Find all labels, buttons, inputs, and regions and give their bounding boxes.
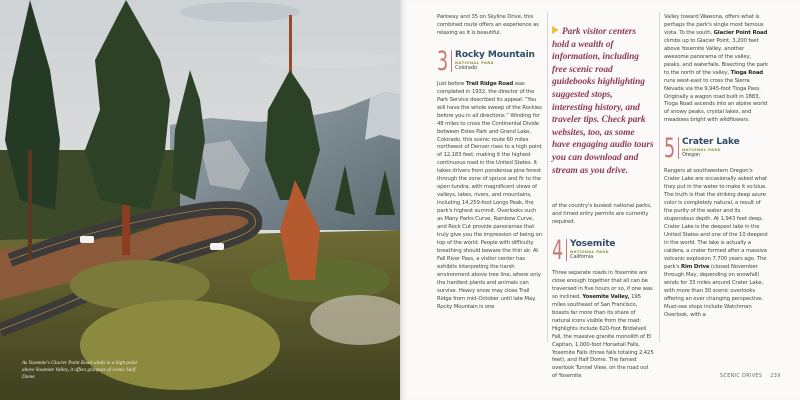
car-2 bbox=[210, 243, 224, 250]
section-rocky-mountain-heading bbox=[437, 45, 542, 77]
yosemite-body: Three separate roads in Yosemite are close enough together that all can be traversed in five hours or so, if one was so inclined. Yosemite Valley, 195 miles southeast of San Francisco, boasts far more than its share of natural icons visible from the road: Highlights include 620-foot Bridalveil Fall, the massive granite monolith of El Capitan, 1,000-foot Horsetail Falls, Yosemite Falls (three falls totaling 2,425 feet), and Half Dome. The famed overlook Tunnel View, on the road out of Yosemite bbox=[552, 269, 654, 380]
column-divider bbox=[547, 12, 548, 342]
park-type: NATIONAL PARK bbox=[455, 59, 494, 65]
page-footer bbox=[720, 374, 781, 379]
park-name: Rocky Mountain bbox=[455, 49, 535, 60]
text-page bbox=[400, 0, 800, 400]
park-state: Colorado bbox=[455, 64, 477, 71]
running-section-title: SCENIC DRIVES bbox=[720, 374, 763, 379]
intro-paragraph: Parkway and 35 on Skyline Drive, this combined route offers an experience as relaxing as it is beautiful. bbox=[437, 14, 539, 36]
column-divider bbox=[659, 12, 660, 342]
crater-lake-body: Rangers at southwestern Oregon's Crater Lake are occasionally asked what they put in the water to make it so blue. The truth is that the striking deep azure color is completely natural, a result of the purity of the water and its stupendous depth. At 1,943 feet deep, Crater Lake is the deepest lake in the United States and one of the 10 deepest in the world. The lake is actually a caldera, a crater formed after a massive volcanic explosion 7,700 years ago. The park's Rim Drive (closed November through May, depending on snowfall) winds for 33 miles around Crater Lake, with more than 30 scenic overlooks offering an ever changing perspective. Must-see stops include Watchman Overlook, with a bbox=[664, 168, 768, 318]
page-number: 239 bbox=[770, 374, 781, 379]
park-type: NATIONAL PARK bbox=[682, 147, 721, 153]
rocky-mountain-body: Just before Trail Ridge Road was completed in 1932, the director of the Park Service described its appeal: “You will have the whole sweep of the Rockies before you in all directions.” Winding for 48 miles to cross the Continental Divide between Estes Park and Grand Lake, Colorado, this scenic route 60 miles northwest of Denver rises to a high point of 12,183 feet, making it the highest continuous road in the United States. It takes drivers from ponderosa pine forest through the zone of spruce and fir to the open tundra, with magnificent views of valleys, lakes, rivers, and mountains, including 14,259-foot Longs Peak, the park's highest summit. Overlooks such as Many Parks Curve, Rainbow Curve, and Rock Cut provide panoramas that truly give you the impression of being on top of the world. People with difficulty breathing should beware the thin air. At Fall River Pass, a visitor center has exhibits interpreting the harsh environment above tree line, where only the hardiest plants and animals can survive. Heavy snow may close Trail Ridge from mid-October until late May. Rocky Mountain is one bbox=[437, 80, 542, 310]
heading-divider bbox=[566, 239, 567, 261]
tip-callout: Park visitor centers hold a wealth of information, including free scenic road guidebooks highlighting suggested stops, interesting history, and traveler tips. Check park websites, too, as some have engaging audio tours you can download and stream as you drive. bbox=[552, 27, 654, 176]
heading-divider bbox=[451, 50, 452, 72]
text-column-1 bbox=[437, 14, 542, 312]
park-state: California bbox=[570, 253, 594, 260]
section-number: 5 bbox=[664, 133, 675, 165]
park-type: NATIONAL PARK bbox=[570, 248, 609, 254]
park-state: Oregon bbox=[682, 152, 701, 159]
section-yosemite-heading bbox=[552, 234, 654, 266]
section-number: 4 bbox=[552, 234, 563, 266]
photo-caption: As Yosemite's Glacier Point Road winds to a high point above Yosemite Valley, it offers glimpses of iconic Half Dome. bbox=[22, 360, 137, 380]
heading-divider bbox=[678, 137, 679, 159]
park-name: Yosemite bbox=[570, 238, 616, 249]
park-name: Crater Lake bbox=[682, 137, 740, 148]
continued-paragraph: of the country's busiest national parks, and timed entry permits are currently required. bbox=[552, 203, 652, 226]
section-number: 3 bbox=[437, 45, 448, 77]
text-column-2 bbox=[552, 0, 654, 381]
arrow-icon bbox=[552, 26, 559, 34]
section-crater-lake-heading bbox=[664, 133, 768, 165]
car-1 bbox=[80, 236, 94, 243]
text-column-3 bbox=[664, 14, 768, 319]
yosemite-continued: Valley toward Wawona, offers what is perhaps the park's single most famous vista. To the south, Glacier Point Road climbs up to Glacier Point, 3,200 feet above Yosemite Valley, another awesome panorama of the valley, peaks, and waterfalls. Bisecting the park to the north of the valley, Tioga Road runs west-east to cross the Sierra Nevada via the 9,945-foot Tioga Pass. Originally a wagon road built in 1883, Tioga Road ascends into an alpine world of snowy peaks, crystal lakes, and meadows bright with wildflowers. bbox=[664, 14, 768, 124]
